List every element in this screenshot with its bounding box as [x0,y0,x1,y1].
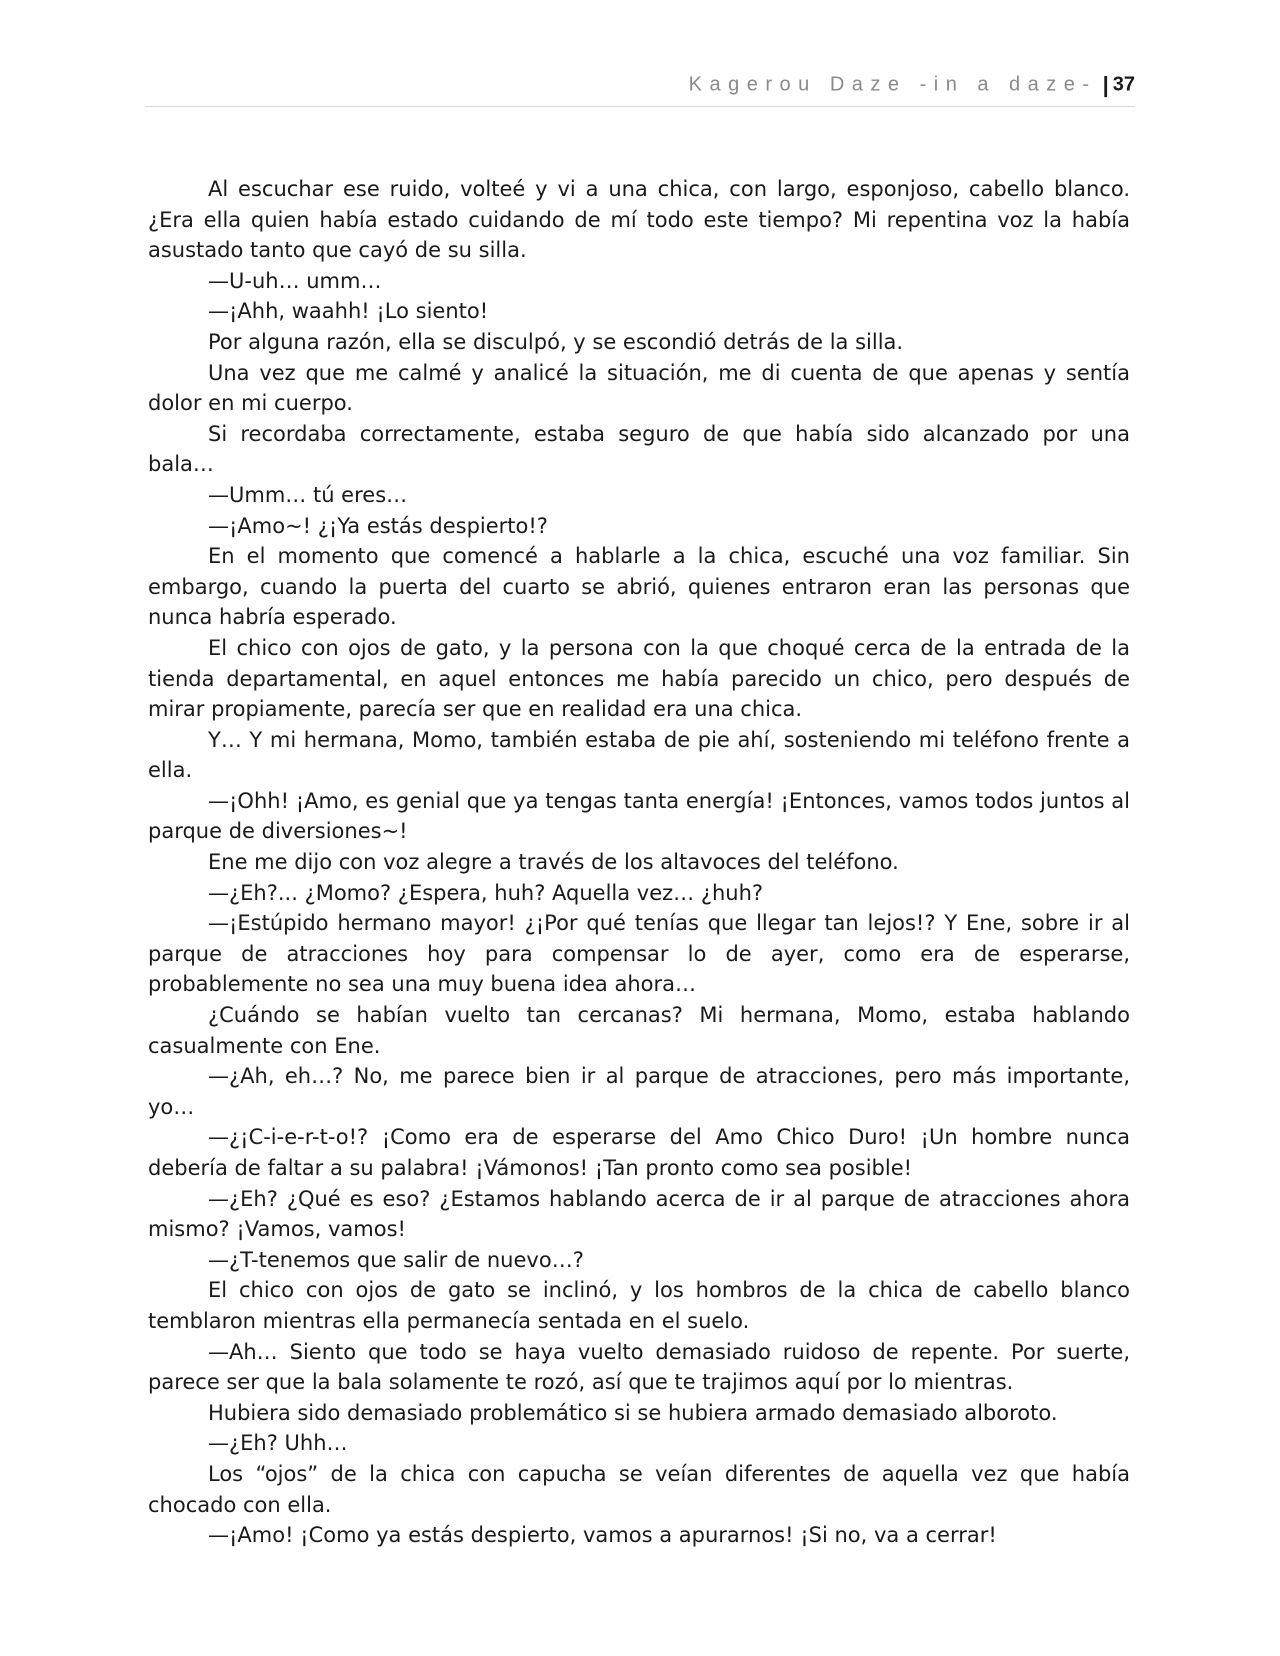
paragraph: En el momento que comencé a hablarle a la chica, escuché una voz familiar. Sin embargo, cuando la puerta del cuarto se abrió, quienes entraron eran las personas que nunca habría esperado. [148,544,1130,630]
paragraph: —¿Eh? ¿Qué es eso? ¿Estamos hablando acerca de ir al parque de atracciones ahora mismo? ¡Vamos, vamos! [148,1186,1130,1242]
page-header [145,72,1135,107]
paragraph: —¿Eh?... ¿Momo? ¿Espera, huh? Aquella vez… ¿huh? [208,880,764,905]
page-body [148,174,1130,1551]
paragraph: —¡Ohh! ¡Amo, es genial que ya tengas tanta energía! ¡Entonces, vamos todos juntos al parque de diversiones~! [148,788,1130,844]
paragraph: —¡Ahh, waahh! ¡Lo siento! [208,299,489,324]
paragraph: ¿Cuándo se habían vuelto tan cercanas? Mi hermana, Momo, estaba hablando casualmente con Ene. [148,1003,1130,1058]
header-separator: | [1102,72,1109,97]
paragraph: —¡Estúpido hermano mayor! ¿¡Por qué tenías que llegar tan lejos!? Y Ene, sobre ir al parque de atracciones hoy para compensar lo de ayer, como era de esperarse, probablemente no sea una muy buena idea ahora… [148,911,1130,997]
paragraph: Y… Y mi hermana, Momo, también estaba de pie ahí, sosteniendo mi teléfono frente a ella. [148,727,1130,783]
book-title: Kagerou Daze -in a daze- [688,73,1097,96]
paragraph: —¿Eh? Uhh… [208,1431,348,1456]
paragraph: El chico con ojos de gato se inclinó, y los hombros de la chica de cabello blanco temblaron mientras ella permanecía sentada en el suelo. [148,1278,1130,1333]
page-number: 37 [1112,73,1135,96]
paragraph: Por alguna razón, ella se disculpó, y se escondió detrás de la silla. [208,329,904,354]
paragraph: —¡Amo! ¡Como ya estás despierto, vamos a apurarnos! ¡Si no, va a cerrar! [208,1523,997,1548]
paragraph: —Ah… Siento que todo se haya vuelto demasiado ruidoso de repente. Por suerte, parece ser que la bala solamente te rozó, así que te trajimos aquí por lo mientras. [148,1339,1130,1395]
paragraph: Una vez que me calmé y analicé la situación, me di cuenta de que apenas y sentía dolor en mi cuerpo. [148,360,1130,416]
paragraph: Ene me dijo con voz alegre a través de los altavoces del teléfono. [208,850,899,875]
paragraph: Hubiera sido demasiado problemático si se hubiera armado demasiado alboroto. [208,1400,1058,1425]
paragraph: El chico con ojos de gato, y la persona con la que choqué cerca de la entrada de la tienda departamental, en aquel entonces me había parecido un chico, pero después de mirar propiamente, parecía ser que en realidad era una chica. [148,635,1130,722]
paragraph: Si recordaba correctamente, estaba seguro de que había sido alcanzado por una bala… [148,421,1130,477]
paragraph: —Umm… tú eres… [208,482,408,507]
paragraph: —U-uh… umm… [208,268,382,293]
paragraph: —¿¡C-i-e-r-t-o!? ¡Como era de esperarse del Amo Chico Duro! ¡Un hombre nunca debería de faltar a su palabra! ¡Vámonos! ¡Tan pronto como sea posible! [148,1125,1130,1180]
paragraph: Los “ojos” de la chica con capucha se veían diferentes de aquella vez que había chocado con ella. [148,1461,1130,1517]
paragraph: Al escuchar ese ruido, volteé y vi a una chica, con largo, esponjoso, cabello blanco. ¿Era ella quien había estado cuidando de mí todo este tiempo? Mi repentina voz la había asustado tanto que cayó de su silla. [148,177,1130,263]
paragraph: —¿Ah, eh…? No, me parece bien ir al parque de atracciones, pero más importante, yo… [148,1064,1130,1119]
paragraph: —¿T-tenemos que salir de nuevo…? [208,1247,584,1272]
paragraph: —¡Amo~! ¿¡Ya estás despierto!? [208,513,548,538]
